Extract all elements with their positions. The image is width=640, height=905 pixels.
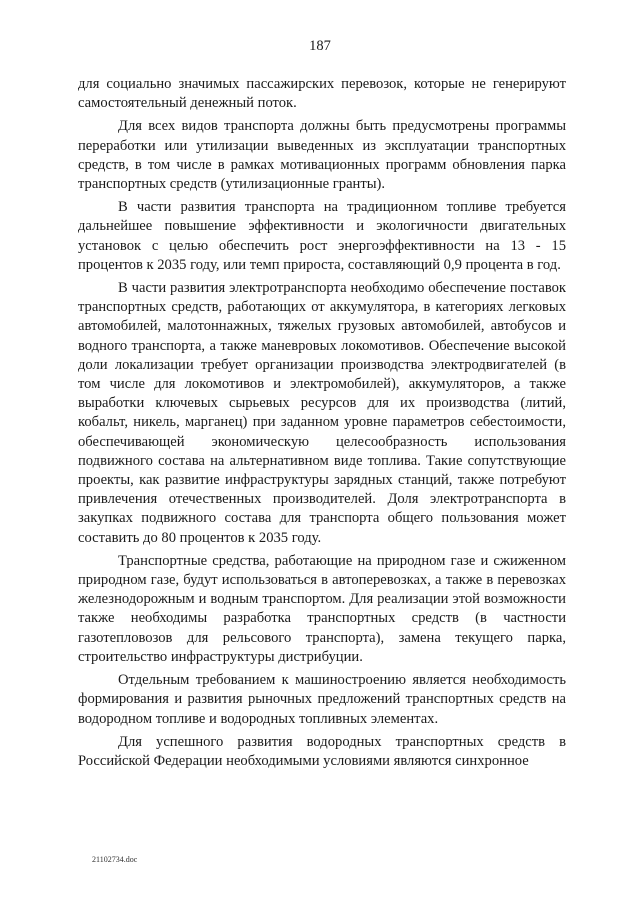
paragraph-hydrogen-development: Для успешного развития водородных транспортных средств в Российской Федерации необходимыми условиями являются синхронное [78,733,566,769]
paragraph-natural-gas: Транспортные средства, работающие на природном газе и сжиженном природном газе, будут использоваться в автоперевозках, а также в перевозках железнодорожным и водным транспортом. Для реализации этой возможности также необходимы разработка транспортных средств (в частности газотепловозов для рельсового транспорта), замена текущего парка, строительство инфраструктуры дистрибуции. [78,552,566,665]
paragraph-continuation: для социально значимых пассажирских перевозок, которые не генерируют самостоятельный денежный поток. [78,76,566,112]
footer-document-code: 21102734.doc [92,855,138,864]
document-body [78,75,566,775]
page-number: 187 [309,38,331,54]
paragraph-electric-transport: В части развития электротранспорта необходимо обеспечение поставок транспортных средств, работающих от аккумулятора, в категориях легковых автомобилей, малотоннажных, тяжелых грузовых автомобилей, автобусов и водного транспорта, а также маневровых локомотивов. Обеспечение высокой доли локализации требует организации производства электродвигателей (в том числе для локомотивов и электромобилей), аккумуляторов, а также выработки ключевых сырьевых ресурсов для их производства (литий, кобальт, никель, марганец) при заданном уровне параметров себестоимости, обеспечивающей экономическую целесообразность использования подвижного состава на альтернативном виде топлива. Такие сопутствующие проекты, как развитие инфраструктуры зарядных станций, также потребуют привлечения отечественных производителей. Доля электротранспорта в закупках подвижного состава для транспорта общего пользования может составить до 80 процентов к 2035 году. [78,280,566,546]
paragraph-hydrogen-requirement: Отдельным требованием к машиностроению является необходимость формирования и развития рыночных предложений транспортных средств на водородном топливе и водородных топливных элементах. [78,672,566,727]
paragraph-traditional-fuel: В части развития транспорта на традиционном топливе требуется дальнейшее повышение эффективности и экологичности двигательных установок с целью обеспечить рост энергоэффективности на 13 - 15 процентов к 2035 году, или темп прироста, составляющий 0,9 процента в год. [78,199,566,273]
paragraph-recycling-programs: Для всех видов транспорта должны быть предусмотрены программы переработки или утилизации выведенных из эксплуатации транспортных средств, в том числе в рамках мотивационных программ обновления парка транспортных средств (утилизационные гранты). [78,118,566,193]
